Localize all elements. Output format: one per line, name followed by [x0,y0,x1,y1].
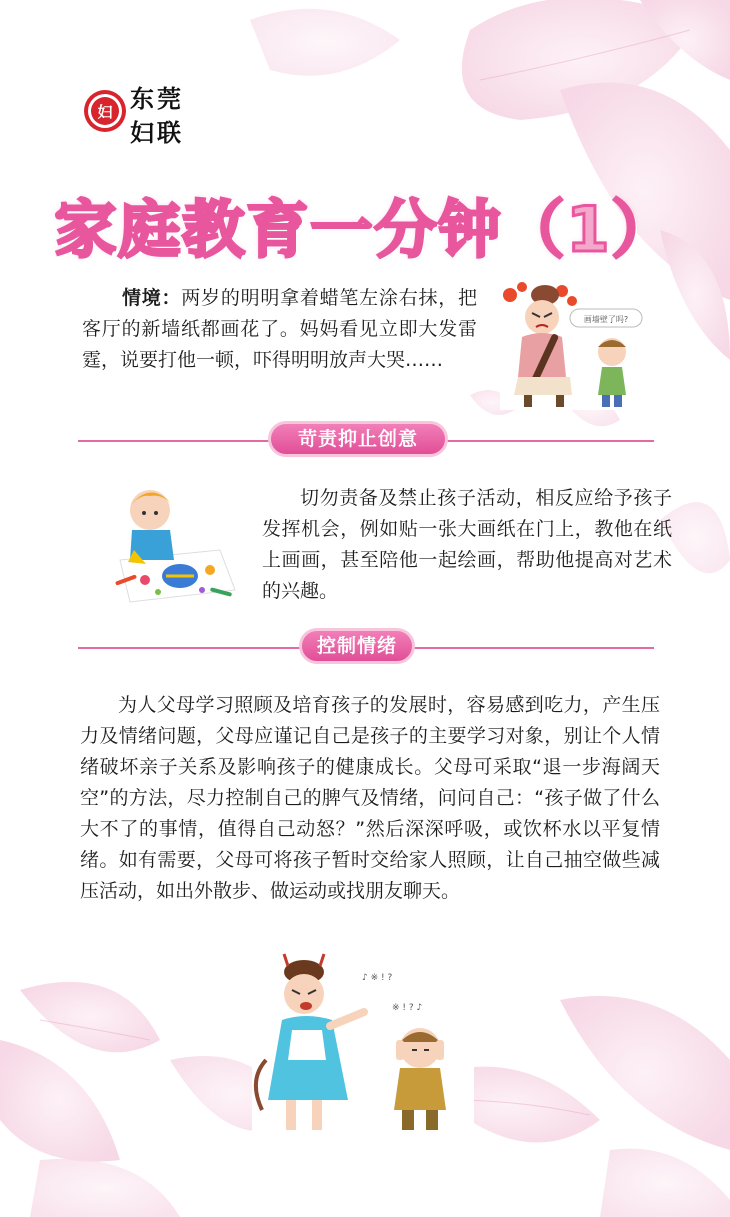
svg-text:画墙壁了吗?: 画墙壁了吗? [583,315,629,324]
section2-paragraph: 为人父母学习照顾及培育孩子的发展时，容易感到吃力，产生压力及情绪问题，父母应谨记自己是孩子的主要学习对象，别让个人情绪破坏亲子关系及影响孩子的健康成长。父母可采取“退一步海阔天空”的方法，尽力控制自己的脾气及情绪，问问自己：“孩子做了什么大不了的事情，值得自己动怒？”然后深深呼吸，或饮杯水以平复情绪。如有需要，父母可将孩子暂时交给家人照顾，让自己抽空做些减压活动，如出外散步、做运动或找朋友聊天。 [80,694,660,902]
section-header-criticism [78,421,654,461]
women-federation-emblem-icon [82,88,128,134]
scolding-mother-icon [252,950,474,1135]
section-title-emotion: 控制情绪 [299,628,415,664]
section-title-criticism: 苛责抑止创意 [268,421,448,457]
child-drawing-icon [110,480,240,605]
svg-text:♪ ※ ! ?: ♪ ※ ! ? [362,973,393,983]
scenario-label: 情境： [122,287,182,309]
scenario-paragraph [82,283,477,376]
logo-text: 东莞妇联 [130,84,184,147]
section1-paragraph: 切勿责备及禁止孩子活动，相反应给予孩子发挥机会，例如贴一张大画纸在门上，教他在纸上画画，甚至陪他一起绘画，帮助他提高对艺术的兴趣。 [262,487,672,602]
svg-text:※ ! ? ♪: ※ ! ? ♪ [392,1003,423,1013]
page-title: 家庭教育一分钟（1） [54,193,676,266]
logo [82,80,202,150]
svg-text:妇: 妇 [97,103,113,121]
angry-mother-icon [500,277,650,410]
scenario-text: 两岁的明明拿着蜡笔左涂右抹，把客厅的新墙纸都画花了。妈妈看见立即大发雷霆，说要打他一顿，吓得明明放声大哭…… [82,287,477,371]
section-header-emotion [78,628,654,668]
